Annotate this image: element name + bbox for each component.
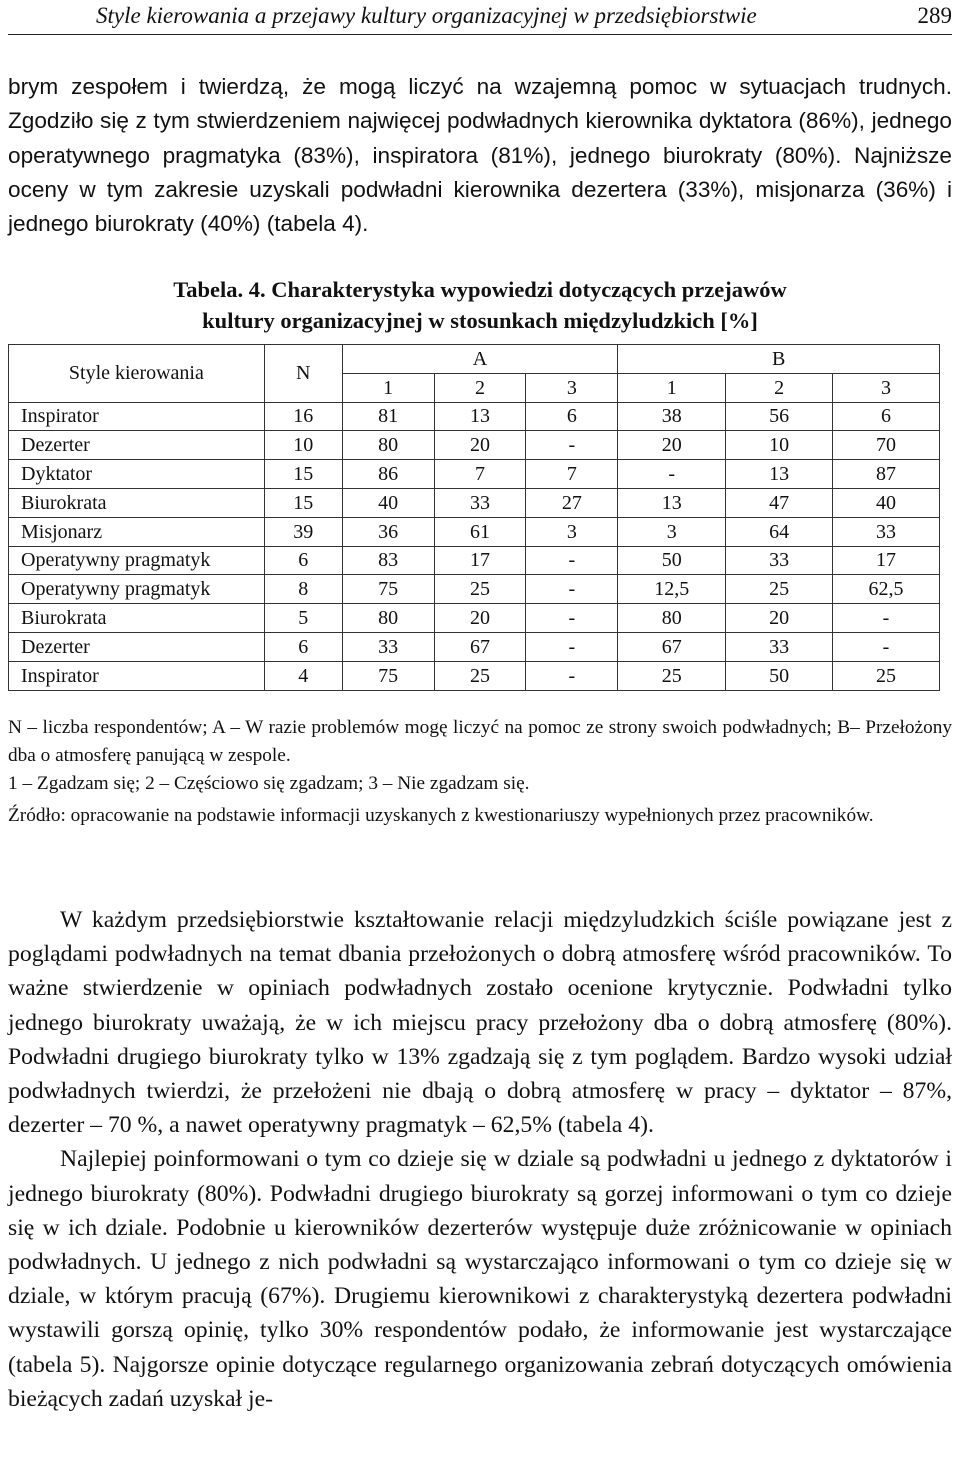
intro-paragraph: brym zespołem i twierdzą, że mogą liczyć na wzajemną pomoc w sytuacjach trudnych. Zgodziło się z tym stwierdzeniem najwięcej podwładnych kierownika dyktatora (86%), jednego operatywnego pragmatyka (83%), inspiratora (81%), jednego biurokraty (80%). Najniższe oceny w tym zakresie uzyskali podwładni kierownika dezertera (33%), misjonarza (36%) i jednego biurokraty (40%) (tabela 4). — [8, 74, 952, 237]
cell-b2: 10 — [726, 431, 833, 460]
body-paragraph-2: Najlepiej poinformowani o tym co dzieje się w dziale są podwładni u jednego z dyktatorów i jednego biurokraty (80%). Podwładni drugiego biurokraty są gorzej informowani o tym co dzieje się w ich dziale. Podobnie u kierowników dezerterów występuje duże zróżnicowanie w opiniach podwładnych. U jednego z nich podwładni są wystarczająco informowani o tym co dzieje się w dziale, w którym pracują (67%). Drugiemu kierownikowi z charakterystyką dezertera podwładni wystawili gorszą opinię, tylko 30% respondentów podało, że informowanie jest wystarczające (tabela 5). Najgorsze opinie dotyczące regularnego organizowania zebrań dotyczących omówienia bieżących zadań uzyskał je- — [8, 1146, 952, 1412]
cell-name: Misjonarz — [9, 517, 265, 546]
cell-name: Dyktator — [9, 460, 265, 489]
cell-name: Dezerter — [9, 431, 265, 460]
cell-b2: 13 — [726, 460, 833, 489]
cell-b2: 33 — [726, 546, 833, 575]
cell-a3: - — [526, 575, 618, 604]
cell-b2: 33 — [726, 632, 833, 661]
cell-a2: 33 — [434, 488, 526, 517]
cell-b3: - — [833, 604, 940, 633]
cell-b3: 87 — [833, 460, 940, 489]
cell-b2: 20 — [726, 604, 833, 633]
cell-a1: 83 — [342, 546, 434, 575]
cell-a1: 75 — [342, 575, 434, 604]
running-title: Style kierowania a przejawy kultury organizacyjnej w przedsiębiorstwie — [96, 3, 757, 28]
subheader-a3: 3 — [526, 373, 618, 402]
cell-a3: - — [526, 661, 618, 690]
column-header-style: Style kierowania — [9, 345, 265, 403]
cell-b3: 40 — [833, 488, 940, 517]
cell-name: Biurokrata — [9, 488, 265, 517]
cell-a1: 36 — [342, 517, 434, 546]
cell-b2: 64 — [726, 517, 833, 546]
cell-n: 15 — [264, 460, 342, 489]
cell-b1: 50 — [618, 546, 726, 575]
cell-n: 6 — [264, 632, 342, 661]
notes-scale: 1 – Zgadzam się; 2 – Częściowo się zgadzam; 3 – Nie zgadzam się. — [8, 773, 530, 794]
cell-a2: 20 — [434, 431, 526, 460]
cell-b3: - — [833, 632, 940, 661]
cell-a2: 7 — [434, 460, 526, 489]
table-caption-line-2: kultury organizacyjnej w stosunkach międzyludzkich [%] — [202, 308, 758, 333]
cell-n: 10 — [264, 431, 342, 460]
table-row — [9, 460, 940, 489]
column-group-b: B — [618, 345, 940, 374]
cell-a3: - — [526, 431, 618, 460]
body-paragraph-1: W każdym przedsiębiorstwie kształtowanie relacji międzyludzkich ściśle powiązane jest z poglądami podwładnych na temat dbania przełożonych o dobrą atmosferę wśród pracowników. To ważne stwierdzenie w opiniach podwładnych zostało ocenione krytycznie. Podwładni tylko jednego biurokraty uważają, że w ich miejscu pracy przełożony dba o dobrą atmosferę (80%). Podwładni drugiego biurokraty tylko w 13% zgadzają się z tym poglądem. Bardzo wysoki udział podwładnych twierdzi, że przełożeni nie dbają o dobrą atmosferę w pracy – dyktator – 87%, dezerter – 70 %, a nawet operatywny pragmatyk – 62,5% (tabela 4). — [8, 907, 952, 1139]
notes-legend: N – liczba respondentów; A – W razie problemów mogę liczyć na pomoc ze strony swoich podwładnych; B– Przełożony dba o atmosferę panującą w zespole. — [8, 717, 952, 766]
table-notes — [8, 714, 952, 830]
cell-b2: 50 — [726, 661, 833, 690]
cell-b3: 70 — [833, 431, 940, 460]
column-group-a: A — [342, 345, 618, 374]
body-text — [8, 903, 952, 1416]
cell-a1: 33 — [342, 632, 434, 661]
table-row — [9, 488, 940, 517]
cell-name: Inspirator — [9, 661, 265, 690]
table-row — [9, 661, 940, 690]
cell-b1: - — [618, 460, 726, 489]
cell-b1: 25 — [618, 661, 726, 690]
cell-b1: 12,5 — [618, 575, 726, 604]
cell-a1: 80 — [342, 431, 434, 460]
cell-b1: 38 — [618, 402, 726, 431]
table-row — [9, 517, 940, 546]
table-4 — [8, 344, 940, 691]
cell-name: Dezerter — [9, 632, 265, 661]
cell-b1: 67 — [618, 632, 726, 661]
table-row — [9, 632, 940, 661]
cell-name: Biurokrata — [9, 604, 265, 633]
cell-b1: 20 — [618, 431, 726, 460]
cell-n: 8 — [264, 575, 342, 604]
cell-a3: 6 — [526, 402, 618, 431]
cell-n: 15 — [264, 488, 342, 517]
cell-b3: 25 — [833, 661, 940, 690]
cell-n: 5 — [264, 604, 342, 633]
cell-a3: - — [526, 546, 618, 575]
running-header — [8, 0, 952, 35]
cell-name: Operatywny pragmatyk — [9, 575, 265, 604]
subheader-a1: 1 — [342, 373, 434, 402]
cell-a2: 20 — [434, 604, 526, 633]
subheader-a2: 2 — [434, 373, 526, 402]
table-row — [9, 604, 940, 633]
table-row — [9, 431, 940, 460]
cell-b3: 62,5 — [833, 575, 940, 604]
cell-b1: 80 — [618, 604, 726, 633]
subheader-b3: 3 — [833, 373, 940, 402]
table-header-row-1 — [9, 345, 940, 374]
table-caption-line-1: Tabela. 4. Charakterystyka wypowiedzi dotyczących przejawów — [173, 277, 787, 302]
cell-b2: 25 — [726, 575, 833, 604]
cell-a3: 3 — [526, 517, 618, 546]
cell-a2: 25 — [434, 661, 526, 690]
table-row — [9, 402, 940, 431]
cell-n: 4 — [264, 661, 342, 690]
cell-a2: 17 — [434, 546, 526, 575]
table-row — [9, 575, 940, 604]
cell-n: 16 — [264, 402, 342, 431]
cell-b2: 47 — [726, 488, 833, 517]
cell-a3: 27 — [526, 488, 618, 517]
cell-b3: 6 — [833, 402, 940, 431]
table-caption — [40, 274, 920, 336]
cell-name: Operatywny pragmatyk — [9, 546, 265, 575]
cell-n: 6 — [264, 546, 342, 575]
cell-a1: 80 — [342, 604, 434, 633]
cell-name: Inspirator — [9, 402, 265, 431]
notes-source: Źródło: opracowanie na podstawie informacji uzyskanych z kwestionariuszy wypełnionych przez pracowników. — [8, 805, 874, 826]
cell-a2: 67 — [434, 632, 526, 661]
cell-b3: 33 — [833, 517, 940, 546]
cell-a1: 81 — [342, 402, 434, 431]
table-row — [9, 546, 940, 575]
page-number: 289 — [917, 3, 952, 28]
cell-b1: 13 — [618, 488, 726, 517]
cell-a3: 7 — [526, 460, 618, 489]
cell-b3: 17 — [833, 546, 940, 575]
column-header-n: N — [264, 345, 342, 403]
cell-a2: 25 — [434, 575, 526, 604]
cell-a2: 13 — [434, 402, 526, 431]
cell-a1: 86 — [342, 460, 434, 489]
cell-b2: 56 — [726, 402, 833, 431]
cell-a3: - — [526, 632, 618, 661]
cell-a3: - — [526, 604, 618, 633]
cell-b1: 3 — [618, 517, 726, 546]
subheader-b1: 1 — [618, 373, 726, 402]
cell-a1: 75 — [342, 661, 434, 690]
cell-n: 39 — [264, 517, 342, 546]
cell-a2: 61 — [434, 517, 526, 546]
cell-a1: 40 — [342, 488, 434, 517]
subheader-b2: 2 — [726, 373, 833, 402]
